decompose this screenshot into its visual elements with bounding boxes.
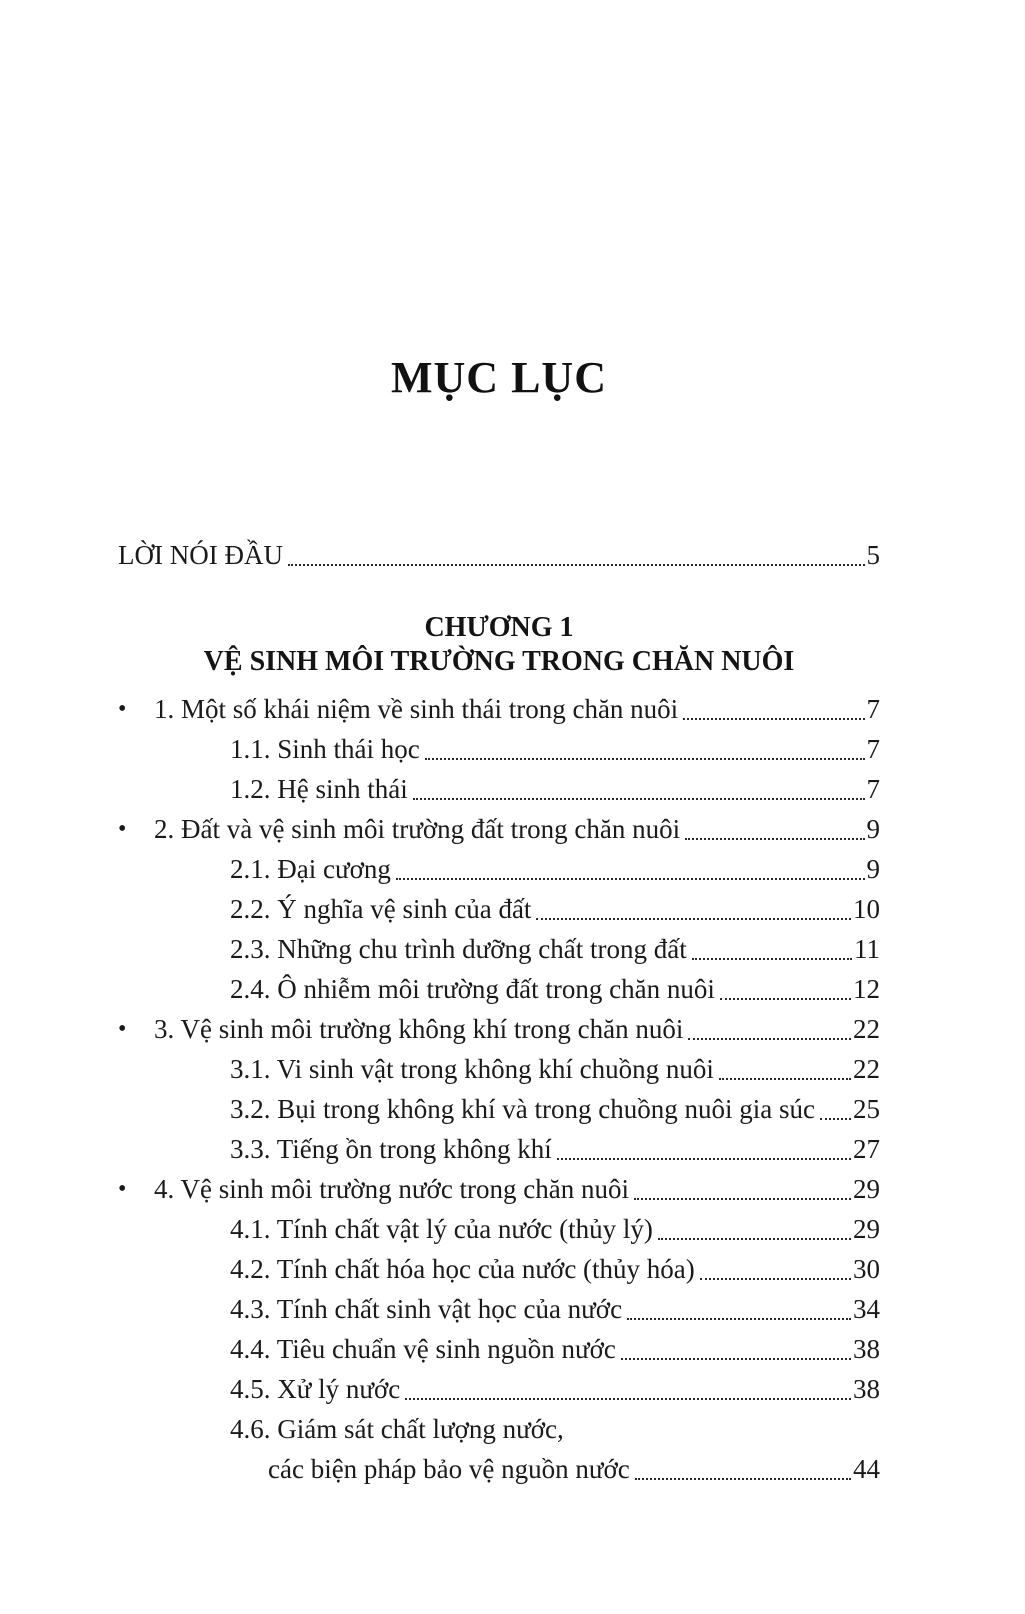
toc-entry-page-number: 7	[866, 734, 880, 764]
dot-leader	[557, 1158, 851, 1160]
toc-entry-page-number: 11	[854, 934, 880, 964]
toc-entry-page-number: 38	[853, 1334, 880, 1364]
toc-entry-label: 2. Đất và vệ sinh môi trường đất trong chăn nuôi	[154, 814, 681, 844]
toc-entry	[118, 1449, 880, 1489]
toc-entry-page-number: 25	[853, 1094, 880, 1124]
toc-entry-label: 4.1. Tính chất vật lý của nước (thủy lý)	[230, 1214, 653, 1244]
chapter-title: VỆ SINH MÔI TRƯỜNG TRONG CHĂN NUÔI	[203, 646, 795, 677]
toc-entry	[118, 1369, 880, 1409]
page-title: MỤC LỤC	[391, 353, 607, 402]
toc-entry	[118, 1089, 880, 1129]
dot-leader	[719, 1078, 851, 1080]
preamble-label: LỜI NÓI ĐẦU	[118, 540, 283, 570]
toc-entry	[118, 929, 880, 969]
toc-entry-page-number: 29	[853, 1174, 880, 1204]
toc-entry-page-number: 10	[853, 894, 880, 924]
toc-entry	[118, 1249, 880, 1289]
toc-entry	[118, 1009, 880, 1049]
dot-leader	[288, 564, 865, 566]
toc-entry	[118, 969, 880, 1009]
toc-entry-label: các biện pháp bảo vệ nguồn nước	[268, 1454, 630, 1484]
toc-entry-page-number: 38	[853, 1374, 880, 1404]
bullet-icon: •	[118, 696, 127, 722]
dot-leader	[396, 878, 865, 880]
dot-leader	[536, 918, 851, 920]
toc-entry-page-number: 27	[853, 1134, 880, 1164]
toc-entry-label: 3. Vệ sinh môi trường không khí trong chăn nuôi	[154, 1014, 684, 1044]
toc-entry-label: 4.4. Tiêu chuẩn vệ sinh nguồn nước	[230, 1334, 616, 1364]
toc-entry	[118, 1329, 880, 1369]
dot-leader	[405, 1398, 851, 1400]
preamble-row	[118, 535, 880, 575]
dot-leader	[685, 838, 864, 840]
dot-leader	[621, 1358, 851, 1360]
toc-entry	[118, 769, 880, 809]
bullet-icon: •	[118, 816, 127, 842]
toc-entry	[118, 889, 880, 929]
chapter-number: CHƯƠNG 1	[424, 612, 574, 643]
toc-entry	[118, 729, 880, 769]
dot-leader	[413, 798, 865, 800]
toc-entry-label: 2.2. Ý nghĩa vệ sinh của đất	[230, 894, 532, 924]
chapter-heading	[118, 611, 880, 679]
toc-entry-page-number: 9	[866, 814, 880, 844]
dot-leader	[634, 1198, 851, 1200]
toc-entry-page-number: 12	[853, 974, 880, 1004]
dot-leader	[658, 1238, 851, 1240]
toc-entry	[118, 1129, 880, 1169]
toc-entry-label: 4. Vệ sinh môi trường nước trong chăn nuôi	[154, 1174, 630, 1204]
toc-entry	[118, 1409, 880, 1449]
bullet-icon: •	[118, 1016, 127, 1042]
toc-entry-page-number: 9	[866, 854, 880, 884]
toc-entry-page-number: 34	[853, 1294, 880, 1324]
toc-entry-label: 4.6. Giám sát chất lượng nước,	[230, 1414, 564, 1444]
toc-entry	[118, 1169, 880, 1209]
toc-entry-page-number: 22	[853, 1014, 880, 1044]
toc-entry-label: 1. Một số khái niệm về sinh thái trong chăn nuôi	[154, 694, 679, 724]
toc-entry-label: 3.3. Tiếng ồn trong không khí	[230, 1134, 552, 1164]
toc-entry	[118, 689, 880, 729]
toc-entry-label: 2.4. Ô nhiễm môi trường đất trong chăn nuôi	[230, 974, 715, 1004]
toc-entry-label: 3.1. Vi sinh vật trong không khí chuồng nuôi	[230, 1054, 714, 1084]
preamble-page-number: 5	[866, 540, 880, 570]
dot-leader	[692, 958, 852, 960]
dot-leader	[683, 718, 864, 720]
toc-entry-label: 2.1. Đại cương	[230, 854, 391, 884]
toc-entry-page-number: 7	[866, 774, 880, 804]
dot-leader	[688, 1038, 851, 1040]
toc-entry-page-number: 30	[853, 1254, 880, 1284]
toc-entry-page-number: 22	[853, 1054, 880, 1084]
toc-entry	[118, 849, 880, 889]
toc-entry-label: 3.2. Bụi trong không khí và trong chuồng nuôi gia súc	[230, 1094, 815, 1124]
toc-entry-label: 4.3. Tính chất sinh vật học của nước	[230, 1294, 623, 1324]
dot-leader	[720, 998, 851, 1000]
toc-entry-page-number: 29	[853, 1214, 880, 1244]
dot-leader	[425, 758, 865, 760]
dot-leader	[635, 1478, 851, 1480]
toc-entry	[118, 1209, 880, 1249]
toc-list	[118, 689, 880, 1489]
toc-entry-label: 4.2. Tính chất hóa học của nước (thủy hóa)	[230, 1254, 695, 1284]
toc-entry	[118, 1289, 880, 1329]
dot-leader	[820, 1118, 851, 1120]
bullet-icon: •	[118, 1176, 127, 1202]
toc-entry-label: 2.3. Những chu trình dưỡng chất trong đất	[230, 934, 687, 964]
toc-entry-page-number: 44	[853, 1454, 880, 1484]
toc-entry-page-number: 7	[866, 694, 880, 724]
toc-entry	[118, 1049, 880, 1089]
toc-entry-label: 4.5. Xử lý nước	[230, 1374, 401, 1404]
toc-entry-label: 1.1. Sinh thái học	[230, 734, 420, 764]
dot-leader	[627, 1318, 851, 1320]
dot-leader	[700, 1278, 851, 1280]
toc-entry	[118, 809, 880, 849]
toc-entry-label: 1.2. Hệ sinh thái	[230, 774, 408, 804]
